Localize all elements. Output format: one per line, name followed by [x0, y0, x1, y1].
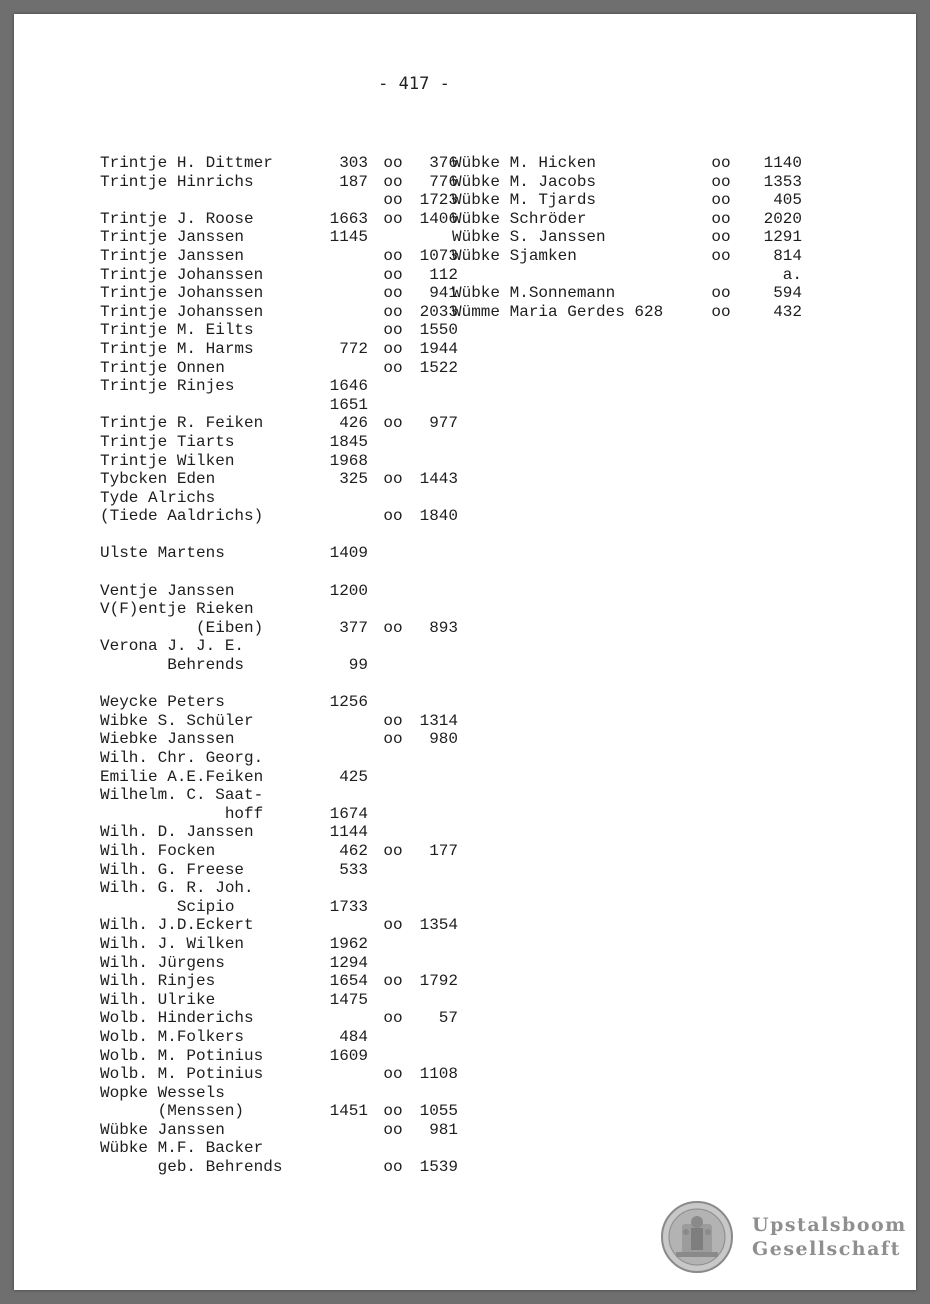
register-entry [452, 173, 802, 192]
entry-number: 303 [339, 154, 368, 172]
entry-number: 1451 [329, 1102, 368, 1121]
entry-number: 484 [339, 1027, 368, 1046]
entry-number: 1646 [329, 377, 368, 396]
entry-name: Trintje Onnen [100, 358, 225, 377]
upstalsboom-logo [660, 1200, 910, 1280]
marriage-symbol: oo [383, 209, 403, 228]
entry-name: Wolb. Hinderichs [100, 1009, 254, 1028]
spouse-reference: 980 [429, 730, 458, 749]
register-entry [100, 786, 460, 805]
register-entry [100, 693, 460, 712]
entry-name: Wilh. G. R. Joh. [100, 879, 254, 898]
register-entry [452, 210, 802, 229]
register-entry [100, 544, 460, 563]
spouse-reference: 112 [429, 265, 458, 284]
register-entry [100, 823, 460, 842]
register-entry [100, 284, 460, 303]
marriage-symbol: oo [711, 302, 731, 321]
entry-name: geb. Behrends [100, 1158, 283, 1177]
register-entry [100, 935, 460, 954]
register-entry [100, 154, 460, 173]
entry-name: hoff [100, 804, 264, 823]
register-entry [100, 470, 460, 489]
spacer [100, 675, 460, 694]
register-entry [100, 582, 460, 601]
spouse-reference: 1539 [419, 1158, 458, 1177]
spouse-reference: 1291 [763, 228, 802, 247]
entry-number: 1733 [329, 897, 368, 916]
spouse-reference: a. [782, 265, 802, 284]
marriage-symbol: oo [383, 339, 403, 358]
entry-name: Wübke M.F. Backer [100, 1139, 264, 1158]
entry-name: Trintje M. Harms [100, 339, 254, 358]
entry-name: Wilh. Jürgens [100, 953, 225, 972]
marriage-symbol: oo [383, 321, 403, 340]
marriage-symbol: oo [383, 191, 403, 210]
spouse-reference: 776 [429, 172, 458, 191]
spouse-reference: 1073 [419, 246, 458, 265]
entry-number: 772 [339, 339, 368, 358]
entry-name: Wümme Maria Gerdes 628 [452, 302, 664, 321]
register-entry [100, 749, 460, 768]
spouse-reference: 893 [429, 618, 458, 637]
marriage-symbol: oo [383, 711, 403, 730]
document-page [14, 14, 916, 1290]
register-entry [100, 247, 460, 266]
entry-number: 1609 [329, 1046, 368, 1065]
entry-name: Trintje Johanssen [100, 302, 264, 321]
entry-name: Wübke S. Janssen [452, 228, 606, 247]
entry-name: Trintje Tiarts [100, 432, 235, 451]
register-entry [100, 266, 460, 285]
register-entry [100, 173, 460, 192]
spouse-reference: 405 [773, 191, 802, 210]
marriage-symbol: oo [383, 972, 403, 991]
register-entry [100, 972, 460, 991]
entry-name: Wübke M. Tjards [452, 191, 597, 210]
spouse-reference: 594 [773, 284, 802, 303]
entry-name: Trintje Hinrichs [100, 172, 254, 191]
marriage-symbol: oo [383, 1120, 403, 1139]
marriage-symbol: oo [383, 302, 403, 321]
register-entry [100, 768, 460, 787]
register-entry [100, 1158, 460, 1177]
spouse-reference: 1944 [419, 339, 458, 358]
right-register-column [452, 154, 802, 321]
register-entry [100, 619, 460, 638]
marriage-symbol: oo [383, 358, 403, 377]
marriage-symbol: oo [383, 841, 403, 860]
spouse-reference: 376 [429, 154, 458, 172]
entry-name: Wiebke Janssen [100, 730, 235, 749]
entry-name: Wolb. M. Potinius [100, 1065, 264, 1084]
entry-number: 1256 [329, 693, 368, 712]
register-entry [100, 1102, 460, 1121]
entry-number: 1845 [329, 432, 368, 451]
entry-name: Trintje J. Roose [100, 209, 254, 228]
spouse-reference: 2020 [763, 209, 802, 228]
register-entry [100, 191, 460, 210]
entry-name: Wolb. M.Folkers [100, 1027, 245, 1046]
spouse-reference: 1140 [763, 154, 802, 172]
register-entry [100, 321, 460, 340]
entry-name: Wübke Janssen [100, 1120, 225, 1139]
entry-number: 425 [339, 767, 368, 786]
register-entry [100, 228, 460, 247]
spouse-reference: 977 [429, 414, 458, 433]
entry-name: Trintje Janssen [100, 228, 245, 247]
marriage-symbol: oo [383, 284, 403, 303]
register-entry [100, 1121, 460, 1140]
spouse-reference: 814 [773, 246, 802, 265]
entry-name: Weycke Peters [100, 693, 225, 712]
register-entry [100, 898, 460, 917]
register-entry [100, 1065, 460, 1084]
spouse-reference: 981 [429, 1120, 458, 1139]
spouse-reference: 2033 [419, 302, 458, 321]
register-entry [100, 1047, 460, 1066]
marriage-symbol: oo [383, 265, 403, 284]
entry-name: (Eiben) [100, 618, 264, 637]
entry-name: Emilie A.E.Feiken [100, 767, 264, 786]
entry-number: 1674 [329, 804, 368, 823]
register-entry [100, 637, 460, 656]
register-entry [100, 340, 460, 359]
marriage-symbol: oo [383, 1065, 403, 1084]
register-entry [100, 730, 460, 749]
entry-name: Behrends [100, 656, 245, 675]
spouse-reference: 1055 [419, 1102, 458, 1121]
register-entry [100, 359, 460, 378]
marriage-symbol: oo [383, 1102, 403, 1121]
marriage-symbol: oo [383, 916, 403, 935]
entry-name: Trintje Janssen [100, 246, 245, 265]
entry-number: 1409 [329, 544, 368, 563]
register-entry [100, 954, 460, 973]
marriage-symbol: oo [383, 172, 403, 191]
entry-name: Wolb. M. Potinius [100, 1046, 264, 1065]
register-entry [100, 303, 460, 322]
spouse-reference: 177 [429, 841, 458, 860]
entry-name: Trintje R. Feiken [100, 414, 264, 433]
entry-name: Wilh. D. Janssen [100, 823, 254, 842]
register-entry [452, 266, 802, 285]
logo-text-upstalsboom: Upstalsboom [752, 1214, 907, 1236]
spouse-reference: 57 [438, 1009, 458, 1028]
register-entry [452, 284, 802, 303]
marriage-symbol: oo [711, 154, 731, 172]
register-entry [100, 1084, 460, 1103]
marriage-symbol: oo [711, 246, 731, 265]
spouse-reference: 1406 [419, 209, 458, 228]
register-entry [100, 842, 460, 861]
page-number: - 417 - [378, 74, 450, 94]
entry-name: Wilh. J.D.Eckert [100, 916, 254, 935]
entry-name: Wübke M. Jacobs [452, 172, 597, 191]
register-entry [100, 861, 460, 880]
register-entry [452, 303, 802, 322]
entry-name: Wibke S. Schüler [100, 711, 254, 730]
register-entry [100, 916, 460, 935]
entry-name: Trintje H. Dittmer [100, 154, 273, 172]
register-entry [100, 433, 460, 452]
marriage-symbol: oo [711, 228, 731, 247]
register-entry [100, 396, 460, 415]
register-entry [100, 991, 460, 1010]
register-entry [100, 414, 460, 433]
entry-name: Ulste Martens [100, 544, 225, 563]
marriage-symbol: oo [383, 1158, 403, 1177]
entry-name: Scipio [100, 897, 235, 916]
spouse-reference: 1314 [419, 711, 458, 730]
entry-number: 1968 [329, 451, 368, 470]
marriage-symbol: oo [383, 1009, 403, 1028]
entry-number: 187 [339, 172, 368, 191]
entry-name: Wopke Wessels [100, 1083, 225, 1102]
left-register-column [100, 154, 460, 1177]
entry-name: Wilh. Rinjes [100, 972, 216, 991]
marriage-symbol: oo [383, 618, 403, 637]
marriage-symbol: oo [383, 246, 403, 265]
entry-number: 325 [339, 470, 368, 489]
seal-icon [660, 1200, 734, 1274]
register-entry [100, 712, 460, 731]
register-entry [100, 1139, 460, 1158]
register-entry [100, 377, 460, 396]
entry-name: Wübke Sjamken [452, 246, 577, 265]
entry-name: Wilh. J. Wilken [100, 934, 245, 953]
entry-number: 1475 [329, 990, 368, 1009]
entry-name: Trintje M. Eilts [100, 321, 254, 340]
register-entry [100, 507, 460, 526]
entry-number: 1663 [329, 209, 368, 228]
spouse-reference: 432 [773, 302, 802, 321]
entry-name: Trintje Johanssen [100, 284, 264, 303]
marriage-symbol: oo [383, 414, 403, 433]
register-entry [100, 210, 460, 229]
entry-number: 1654 [329, 972, 368, 991]
register-entry [100, 452, 460, 471]
entry-name: Trintje Johanssen [100, 265, 264, 284]
register-entry [452, 191, 802, 210]
entry-name: Tybcken Eden [100, 470, 216, 489]
register-entry [100, 805, 460, 824]
register-entry [452, 154, 802, 173]
register-entry [100, 656, 460, 675]
entry-name: Wilh. G. Freese [100, 860, 245, 879]
spouse-reference: 1522 [419, 358, 458, 377]
entry-number: 462 [339, 841, 368, 860]
entry-number: 1294 [329, 953, 368, 972]
entry-name: Trintje Rinjes [100, 377, 235, 396]
entry-number: 1144 [329, 823, 368, 842]
entry-number: 377 [339, 618, 368, 637]
spouse-reference: 1353 [763, 172, 802, 191]
marriage-symbol: oo [711, 284, 731, 303]
entry-name: (Menssen) [100, 1102, 245, 1121]
spouse-reference: 1550 [419, 321, 458, 340]
spouse-reference: 1840 [419, 507, 458, 526]
entry-name: Wilh. Ulrike [100, 990, 216, 1009]
entry-name: Wübke Schröder [452, 209, 587, 228]
register-entry [452, 228, 802, 247]
spacer [100, 526, 460, 545]
entry-name: Ventje Janssen [100, 581, 235, 600]
entry-number: 1962 [329, 934, 368, 953]
marriage-symbol: oo [711, 172, 731, 191]
entry-name: Verona J. J. E. [100, 637, 245, 656]
entry-number: 99 [348, 656, 368, 675]
register-entry [100, 1028, 460, 1047]
marriage-symbol: oo [383, 154, 403, 172]
marriage-symbol: oo [711, 191, 731, 210]
entry-name: Wübke M.Sonnemann [452, 284, 616, 303]
entry-number: 1145 [329, 228, 368, 247]
entry-name: Wilh. Focken [100, 841, 216, 860]
entry-name: Wübke M. Hicken [452, 154, 597, 172]
register-entry [452, 247, 802, 266]
marriage-symbol: oo [383, 507, 403, 526]
entry-name: Wilh. Chr. Georg. [100, 749, 264, 767]
spouse-reference: 1354 [419, 916, 458, 935]
entry-name: Trintje Wilken [100, 451, 235, 470]
spacer [100, 563, 460, 582]
spouse-reference: 941 [429, 284, 458, 303]
spouse-reference: 1792 [419, 972, 458, 991]
marriage-symbol: oo [711, 209, 731, 228]
entry-number: 533 [339, 860, 368, 879]
register-entry [100, 879, 460, 898]
spouse-reference: 1443 [419, 470, 458, 489]
entry-number: 426 [339, 414, 368, 433]
register-entry [100, 600, 460, 619]
entry-name: V(F)entje Rieken [100, 600, 254, 619]
spouse-reference: 1108 [419, 1065, 458, 1084]
entry-name: Tyde Alrichs [100, 488, 216, 507]
register-entry [100, 1009, 460, 1028]
marriage-symbol: oo [383, 730, 403, 749]
marriage-symbol: oo [383, 470, 403, 489]
entry-number: 1200 [329, 581, 368, 600]
entry-number: 1651 [329, 395, 368, 414]
register-entry [100, 489, 460, 508]
logo-text-gesellschaft: Gesellschaft [752, 1238, 901, 1260]
entry-name: Wilhelm. C. Saat- [100, 786, 264, 805]
spouse-reference: 1723 [419, 191, 458, 210]
entry-name: (Tiede Aaldrichs) [100, 507, 264, 526]
